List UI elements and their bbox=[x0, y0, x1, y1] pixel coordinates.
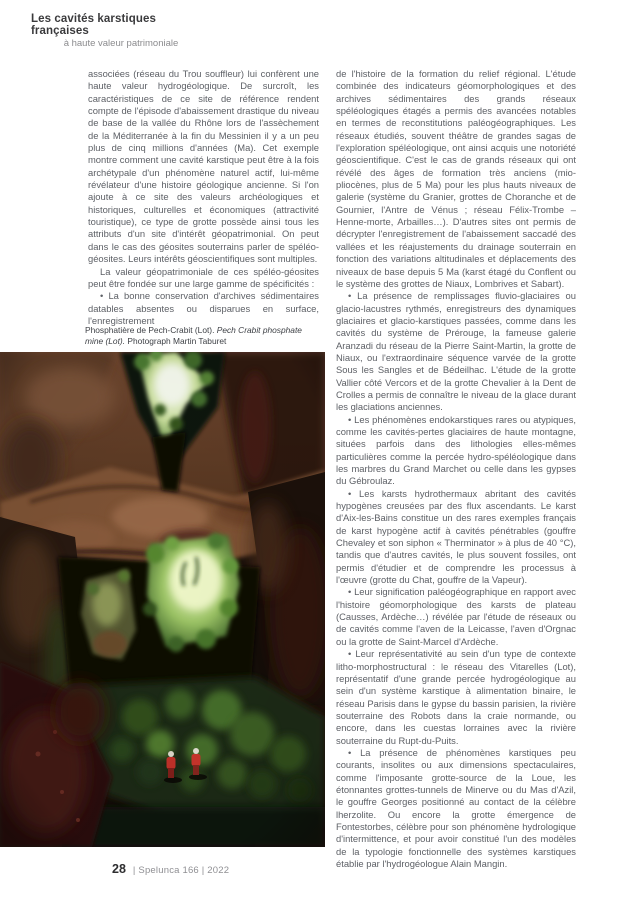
caption-credit: Photograph Martin Taburet bbox=[127, 335, 227, 346]
caption-english: Pech Crabit phosphate mine (Lot). bbox=[85, 325, 302, 346]
text-column-left bbox=[88, 68, 319, 327]
page-footer bbox=[112, 862, 229, 876]
body-paragraph: de l'histoire de la formation du relief régional. L'étude combinée des indicateurs géomorphologiques et des archives sédimentaires des grands réseaux spéléologiques étagés a permis des avancées notables en termes de reconstitutions paléogéographiques. Les réseaux étudiés, souvent théâtre de grandes sagas de l'exploration spéléologique, ont ainsi acquis une notoriété géoscientifique. C'est le cas de grands réseaux qui ont révélé des âges de formation très anciens (mio-pliocènes, plus de 5 Ma) pour les plus hauts niveaux de galerie (système du Granier, grottes de Choranche et de Gournier, l'Antre de Vénus ; réseau Félix-Trombe – Henne-morte, Arbailles…). D'autres sites ont permis de décrypter l'enregistrement de l'abaissement saccadé des vallées et les réajustements du drainage souterrain en fonction des variations altitudinales et déplacements des niveaux de base depuis 5 Ma (karst étagé du Conflent ou le système des grottes de Niaux, Lombrives et Sabart). bbox=[336, 68, 576, 289]
body-paragraph: • Leur représentativité au sein d'un type de contexte litho-morphostructural : le réseau des Vitarelles (Lot), représentatif d'une grande percée hydrogéologique au sein d'un système karstique à alimentation binaire, le réseau Parisis dans le gypse du bassin parisien, la rivière souterraine des Robots dans la craie normande, ou encore, dans les cuestas lorraines avec la rivière souterraine du Rupt-du-Puits. bbox=[336, 648, 576, 746]
journal-credit: | Spelunca 166 | 2022 bbox=[132, 865, 230, 876]
body-paragraph: • La présence de phénomènes karstiques peu courants, insolites ou aux dimensions spectaculaires, comme l'imposante grotte-source de la Loue, les étonnantes grottes-tunnels de Minerve ou du Mas d'Azil, le gouffre Georges positionné au contact de la célèbre lherzolite. Ou encore la grotte émergence de Fontestorbes, célèbre pour son phénomène hydrologique d'intermittence, et pour avoir constitué l'un des modèles de la typologie fonctionnelle des systèmes karstiques établie par l'hydrogéologue Alain Mangin. bbox=[336, 746, 576, 869]
body-paragraph: • Les karsts hydrothermaux abritant des cavités hypogènes creusées par des flux ascendants. Le karst d'Aix-les-Bains constitue un des rares exemples français de karst hypogène actif à cavités pénétrables (gouffre Chevaley et son siphon « Therminator » à plus de 40 °C), tandis que d'autres cavités, le plus souvent fossiles, ont permis d'étudier et de comprendre les processus à l'œuvre (grotte du Chat, gouffre de la Vapeur). bbox=[336, 487, 576, 586]
body-paragraph: associées (réseau du Trou souffleur) lui confèrent une haute valeur hydrogéologique. De surcroît, les caractéristiques de ce site de référence rendent compte de l'épisode d'abaissement drastique du niveau de base de la vallée du Rhône lors de l'assèchement de la Méditerranée à la fin du Messinien il y a un peu plus de cinq millions d'années (Ma). Cet exemple montre comment une cavité karstique peut être à la fois archétypale d'un phénomène naturel actif, lui-même révélateur d'une histoire géologique ancienne. Si l'on ajoute à ce site des valeurs archéologiques et historiques, culturelles et économiques (attractivité touristique), ce type de grotte possède ainsi tous les attributs d'un site d'intérêt géopatrimonial. On peut dans le cas des géosites souterrains parler de spéléo-géosites. Leurs intérêts géoscientifiques sont multiples. bbox=[88, 68, 319, 265]
caption-french: Phosphatière de Pech-Crabit (Lot). bbox=[85, 325, 215, 335]
body-paragraph: • La présence de remplissages fluvio-glaciaires ou glacio-lacustres rythmés, enregistreurs des dynamiques glaciaires et glacio-karstiques passées, comme dans les cavités du système de Prérouge, la fameuse galerie Aranzadi du réseau de la Pierre Saint-Martin, la grotte de Niaux, ou l'extraordinaire séquence varvée de la grotte Sous les Sangles et de Bédeilhac. L'étude de la grotte Vallier côté Vercors et de la grotte Chevalier à la Dent de Crolles a permis de connaître le niveau de la glace durant les glaciations anciennes. bbox=[336, 290, 576, 413]
body-paragraph: • Les phénomènes endokarstiques rares ou atypiques, comme les cavités-pertes glaciaires de haute montagne, situées parfois dans des lithologies elles-mêmes particulières comme la percée hydro-spéléologique dans les marbres du Grand Marchet ou celle dans les gypses du Gébroulaz. bbox=[336, 413, 576, 487]
photo-caption bbox=[85, 325, 321, 346]
page-title: Les cavités karstiques françaises bbox=[31, 13, 156, 37]
article-header bbox=[31, 13, 211, 49]
body-paragraph: • Leur signification paléogéographique en rapport avec l'histoire géomorphologique des karsts de plateau (Causses, Ardèche…) révélée par l'étude de réseaux ou de cavités comme l'aven de la Leicasse, l'aven d'Orgnac ou la grotte de Saint-Marcel d'Ardèche. bbox=[336, 586, 576, 647]
text-column-right bbox=[336, 68, 576, 870]
body-paragraph: La valeur géopatrimoniale de ces spéléo-géosites peut être fondée sur une large gamme de spécificités : bbox=[88, 265, 319, 289]
page-number: 28 bbox=[112, 862, 126, 876]
page-subtitle: à haute valeur patrimoniale bbox=[63, 38, 179, 49]
body-paragraph: • La bonne conservation d'archives sédimentaires datables absentes ou disparues en surface, l'enregistrement bbox=[88, 290, 319, 326]
cave-photo bbox=[0, 352, 325, 847]
